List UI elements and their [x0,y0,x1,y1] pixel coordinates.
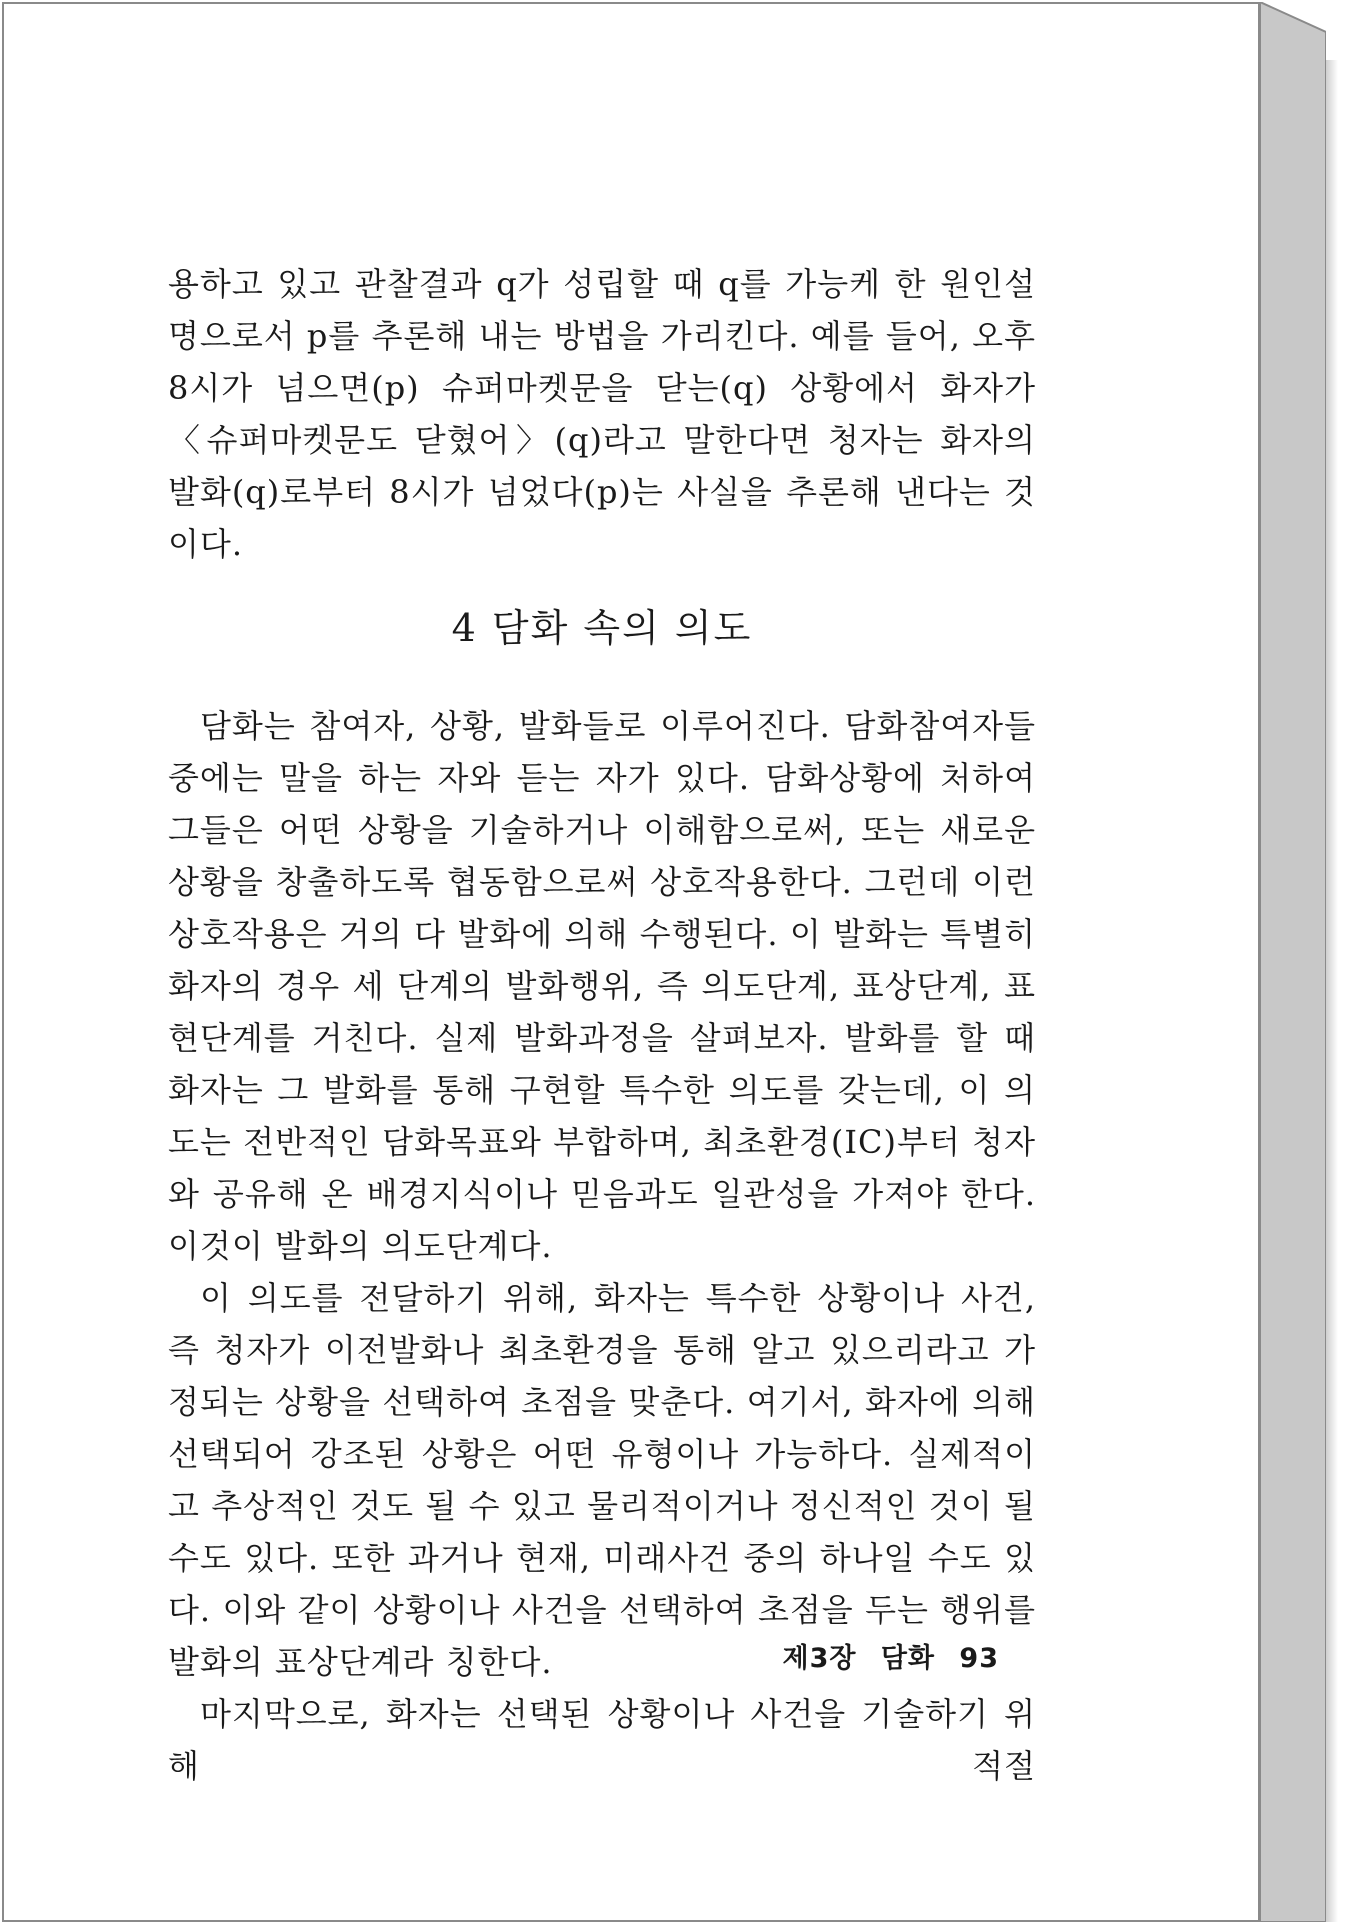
body-paragraph: 이 의도를 전달하기 위해, 화자는 특수한 상황이나 사건, 즉 청자가 이전발화나 최초환경을 통해 알고 있으리라고 가정되는 상황을 선택하여 초점을 맞춘다. 여기서, 화자에 의해 선택되어 강조된 상황은 어떤 유형이나 가능하다. 실제적이고 추상적인 것도 될 수 있고 물리적이거나 정신적인 것이 될 수도 있다. 또한 과거나 현재, 미래사건 중의 하나일 수도 있다. 이와 같이 상황이나 사건을 선택하여 초점을 두는 행위를 발화의 표상단계라 칭한다. [168,1279,1036,1681]
page-edge-3d [1260,2,1326,1922]
footer-chapter: 제3장 [782,1643,857,1674]
page-number: 93 [959,1643,999,1674]
body-paragraph: 마지막으로, 화자는 선택된 상황이나 사건을 기술하기 위해 적절 [168,1695,1036,1785]
intro-paragraph [168,258,1036,570]
footer-chapter-title: 담화 [880,1643,936,1674]
body-text [168,700,1036,1792]
intro-text: 용하고 있고 관찰결과 q가 성립할 때 q를 가능케 한 원인설명으로서 p를 추론해 내는 방법을 가리킨다. 예를 들어, 오후 8시가 넘으면(p) 슈퍼마켓문을 닫는(q) 상황에서 화자가 〈슈퍼마켓문도 닫혔어〉(q)라고 말한다면 청자는 화자의 발화(q)로부터 8시가 넘었다(p)는 사실을 추론해 낸다는 것이다. [168,265,1036,563]
page-footer [768,1636,999,1675]
page-shadow [1326,60,1338,1922]
body-paragraph: 담화는 참여자, 상황, 발화들로 이루어진다. 담화참여자들 중에는 말을 하는 자와 듣는 자가 있다. 담화상황에 처하여 그들은 어떤 상황을 기술하거나 이해함으로써, 또는 새로운 상황을 창출하도록 협동함으로써 상호작용한다. 그런데 이런 상호작용은 거의 다 발화에 의해 수행된다. 이 발화는 특별히 화자의 경우 세 단계의 발화행위, 즉 의도단계, 표상단계, 표현단계를 거친다. 실제 발화과정을 살펴보자. 발화를 할 때 화자는 그 발화를 통해 구현할 특수한 의도를 갖는데, 이 의도는 전반적인 담화목표와 부합하며, 최초환경(IC)부터 청자와 공유해 온 배경지식이나 믿음과도 일관성을 가져야 한다. 이것이 발화의 의도단계다. [168,707,1036,1265]
section-heading: 4 담화 속의 의도 [451,606,753,650]
